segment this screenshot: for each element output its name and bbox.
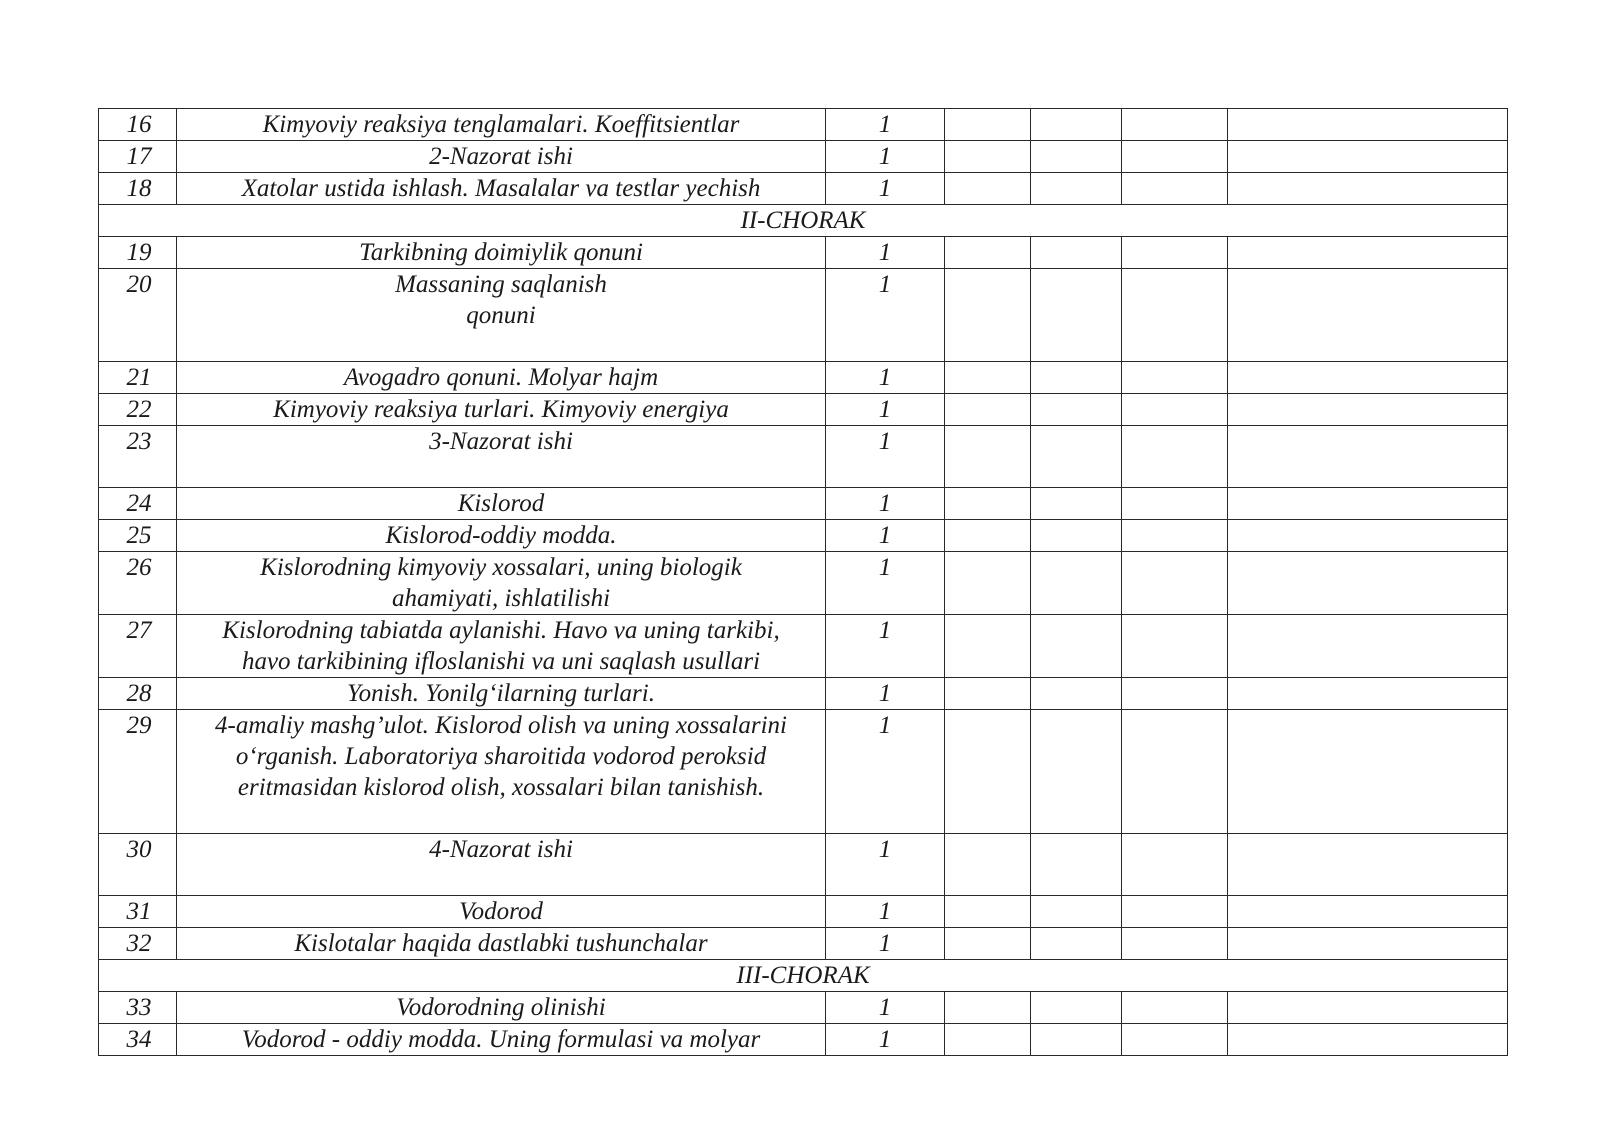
table-row (99, 834, 1508, 896)
empty-cell (1122, 109, 1228, 141)
empty-cell (945, 109, 1031, 141)
empty-cell (945, 615, 1031, 678)
empty-cell (1122, 394, 1228, 426)
lesson-topic: Kimyoviy reaksiya tenglamalari. Koeffitsientlar (177, 109, 826, 141)
empty-cell (1122, 928, 1228, 960)
empty-cell (1122, 173, 1228, 205)
lesson-hours: 1 (826, 992, 945, 1024)
empty-cell (1122, 992, 1228, 1024)
empty-cell (1228, 710, 1508, 834)
table-row (99, 173, 1508, 205)
lesson-hours: 1 (826, 237, 945, 269)
empty-cell (1122, 552, 1228, 615)
empty-cell (1031, 109, 1122, 141)
lesson-hours: 1 (826, 173, 945, 205)
empty-cell (1228, 173, 1508, 205)
lesson-topic: Avogadro qonuni. Molyar hajm (177, 362, 826, 394)
empty-cell (1228, 1024, 1508, 1056)
empty-cell (1031, 488, 1122, 520)
lesson-hours: 1 (826, 552, 945, 615)
lesson-number: 32 (99, 928, 177, 960)
empty-cell (1031, 552, 1122, 615)
empty-cell (1228, 141, 1508, 173)
empty-cell (1031, 426, 1122, 488)
empty-cell (1031, 928, 1122, 960)
empty-cell (945, 678, 1031, 710)
table-row (99, 678, 1508, 710)
empty-cell (945, 1024, 1031, 1056)
lesson-number: 23 (99, 426, 177, 488)
empty-cell (1122, 896, 1228, 928)
lesson-number: 29 (99, 710, 177, 834)
empty-cell (1228, 552, 1508, 615)
table-row (99, 1024, 1508, 1056)
table-row (99, 237, 1508, 269)
table-row (99, 710, 1508, 834)
lesson-hours: 1 (826, 710, 945, 834)
table-row (99, 109, 1508, 141)
lesson-topic: Vodorodning olinishi (177, 992, 826, 1024)
empty-cell (945, 520, 1031, 552)
table-row (99, 552, 1508, 615)
empty-cell (1228, 928, 1508, 960)
lesson-topic: 4-Nazorat ishi (177, 834, 826, 896)
lesson-hours: 1 (826, 1024, 945, 1056)
lesson-plan-body (99, 109, 1508, 1056)
lesson-hours: 1 (826, 928, 945, 960)
table-row (99, 426, 1508, 488)
table-row (99, 928, 1508, 960)
section-title: III-CHORAK (99, 960, 1508, 992)
table-row (99, 488, 1508, 520)
empty-cell (1122, 1024, 1228, 1056)
lesson-topic: Xatolar ustida ishlash. Masalalar va testlar yechish (177, 173, 826, 205)
section-row (99, 205, 1508, 237)
empty-cell (945, 269, 1031, 362)
section-title: II-CHORAK (99, 205, 1508, 237)
empty-cell (1228, 426, 1508, 488)
lesson-number: 22 (99, 394, 177, 426)
empty-cell (1228, 394, 1508, 426)
lesson-hours: 1 (826, 426, 945, 488)
empty-cell (1228, 615, 1508, 678)
empty-cell (945, 237, 1031, 269)
lesson-number: 31 (99, 896, 177, 928)
lesson-hours: 1 (826, 362, 945, 394)
lesson-hours: 1 (826, 615, 945, 678)
empty-cell (1031, 678, 1122, 710)
empty-cell (945, 488, 1031, 520)
empty-cell (1031, 992, 1122, 1024)
lesson-topic: Kislorodning kimyoviy xossalari, uning biologik ahamiyati, ishlatilishi (177, 552, 826, 615)
empty-cell (1122, 141, 1228, 173)
table-row (99, 520, 1508, 552)
empty-cell (945, 426, 1031, 488)
empty-cell (1122, 710, 1228, 834)
lesson-plan-table (98, 108, 1508, 1056)
table-row (99, 896, 1508, 928)
lesson-topic: 4-amaliy mashg’ulot. Kislorod olish va uning xossalarini o‘rganish. Laboratoriya sharoitida vodorod peroksid eritmasidan kislorod olish, xossalari bilan tanishish. (177, 710, 826, 834)
empty-cell (1031, 1024, 1122, 1056)
lesson-topic: 3-Nazorat ishi (177, 426, 826, 488)
empty-cell (945, 928, 1031, 960)
empty-cell (945, 394, 1031, 426)
table-row (99, 992, 1508, 1024)
lesson-number: 30 (99, 834, 177, 896)
empty-cell (1228, 678, 1508, 710)
lesson-number: 18 (99, 173, 177, 205)
empty-cell (1228, 992, 1508, 1024)
lesson-topic: Yonish. Yonilg‘ilarning turlari. (177, 678, 826, 710)
lesson-hours: 1 (826, 896, 945, 928)
lesson-hours: 1 (826, 269, 945, 362)
lesson-hours: 1 (826, 488, 945, 520)
table-row (99, 141, 1508, 173)
empty-cell (1122, 488, 1228, 520)
empty-cell (1031, 362, 1122, 394)
empty-cell (1228, 520, 1508, 552)
empty-cell (1031, 615, 1122, 678)
lesson-hours: 1 (826, 678, 945, 710)
lesson-hours: 1 (826, 834, 945, 896)
empty-cell (945, 173, 1031, 205)
empty-cell (1228, 269, 1508, 362)
lesson-number: 24 (99, 488, 177, 520)
empty-cell (1031, 269, 1122, 362)
empty-cell (945, 992, 1031, 1024)
table-row (99, 269, 1508, 362)
empty-cell (1228, 362, 1508, 394)
section-row (99, 960, 1508, 992)
lesson-number: 33 (99, 992, 177, 1024)
empty-cell (1228, 896, 1508, 928)
empty-cell (945, 710, 1031, 834)
empty-cell (1031, 896, 1122, 928)
empty-cell (1031, 237, 1122, 269)
empty-cell (1122, 520, 1228, 552)
empty-cell (1122, 678, 1228, 710)
lesson-topic: Kimyoviy reaksiya turlari. Kimyoviy energiya (177, 394, 826, 426)
table-row (99, 615, 1508, 678)
lesson-topic: Kislorod (177, 488, 826, 520)
lesson-number: 28 (99, 678, 177, 710)
empty-cell (945, 141, 1031, 173)
lesson-topic: Tarkibning doimiylik qonuni (177, 237, 826, 269)
lesson-number: 21 (99, 362, 177, 394)
empty-cell (1122, 362, 1228, 394)
empty-cell (1031, 520, 1122, 552)
empty-cell (1228, 237, 1508, 269)
lesson-topic: Vodorod (177, 896, 826, 928)
lesson-number: 16 (99, 109, 177, 141)
empty-cell (945, 834, 1031, 896)
empty-cell (1031, 710, 1122, 834)
empty-cell (1122, 237, 1228, 269)
lesson-topic: Kislorod-oddiy modda. (177, 520, 826, 552)
lesson-hours: 1 (826, 141, 945, 173)
empty-cell (1031, 141, 1122, 173)
table-row (99, 362, 1508, 394)
empty-cell (1122, 426, 1228, 488)
lesson-topic: 2-Nazorat ishi (177, 141, 826, 173)
lesson-number: 25 (99, 520, 177, 552)
lesson-topic: Kislorodning tabiatda aylanishi. Havo va uning tarkibi, havo tarkibining ifloslanishi va uni saqlash usullari (177, 615, 826, 678)
empty-cell (1122, 269, 1228, 362)
table-row (99, 394, 1508, 426)
lesson-hours: 1 (826, 109, 945, 141)
empty-cell (1031, 834, 1122, 896)
empty-cell (945, 552, 1031, 615)
empty-cell (1228, 109, 1508, 141)
empty-cell (1122, 834, 1228, 896)
lesson-number: 17 (99, 141, 177, 173)
empty-cell (945, 362, 1031, 394)
lesson-topic: Vodorod - oddiy modda. Uning formulasi va molyar (177, 1024, 826, 1056)
empty-cell (1031, 173, 1122, 205)
empty-cell (1122, 615, 1228, 678)
lesson-topic: Massaning saqlanish qonuni (177, 269, 826, 362)
empty-cell (1228, 834, 1508, 896)
lesson-hours: 1 (826, 394, 945, 426)
lesson-hours: 1 (826, 520, 945, 552)
empty-cell (1228, 488, 1508, 520)
lesson-number: 26 (99, 552, 177, 615)
lesson-number: 34 (99, 1024, 177, 1056)
lesson-topic: Kislotalar haqida dastlabki tushunchalar (177, 928, 826, 960)
lesson-number: 20 (99, 269, 177, 362)
empty-cell (1031, 394, 1122, 426)
lesson-number: 19 (99, 237, 177, 269)
empty-cell (945, 896, 1031, 928)
lesson-number: 27 (99, 615, 177, 678)
